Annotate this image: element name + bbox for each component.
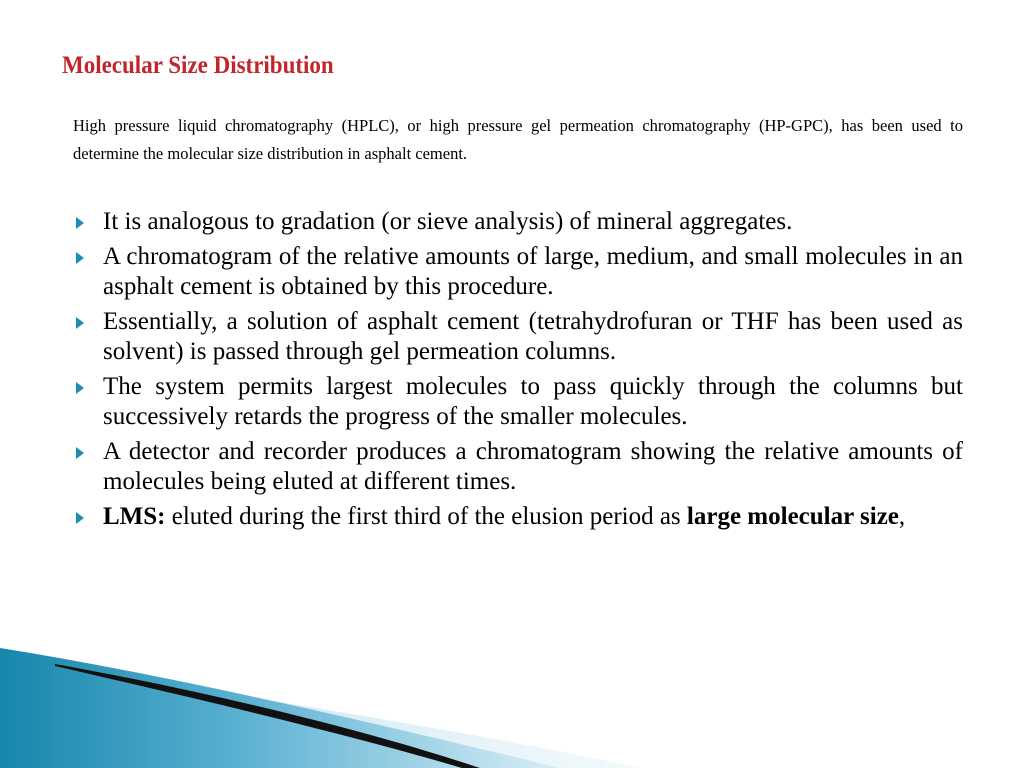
page-title: Molecular Size Distribution bbox=[62, 52, 334, 79]
bullet-text: A chromatogram of the relative amounts of large, medium, and small molecules in an asphalt cement is obtained by this procedure. bbox=[103, 243, 963, 300]
intro-paragraph: High pressure liquid chromatography (HPLC), or high pressure gel permeation chromatography (HP-GPC), has been used to determine the molecular size distribution in asphalt cement. bbox=[73, 116, 963, 163]
bullet-text: It is analogous to gradation (or sieve analysis) of mineral aggregates. bbox=[103, 208, 793, 235]
bullet-text: A detector and recorder produces a chromatogram showing the relative amounts of molecules being eluted at different times. bbox=[103, 438, 963, 495]
bullet-tail: , bbox=[898, 503, 906, 530]
bullet-text: The system permits largest molecules to pass quickly through the columns but successively retards the progress of the smaller molecules. bbox=[103, 373, 963, 430]
bullet-emphasis: large molecular size bbox=[686, 503, 899, 530]
bullet-text: Essentially, a solution of asphalt cement (tetrahydrofuran or THF has been used as solvent) is passed through gel permeation columns. bbox=[103, 308, 963, 365]
bullet-text: eluted during the first third of the elusion period as bbox=[165, 503, 687, 530]
bullet-term: LMS: bbox=[103, 503, 166, 530]
swoosh-blue bbox=[0, 648, 560, 768]
